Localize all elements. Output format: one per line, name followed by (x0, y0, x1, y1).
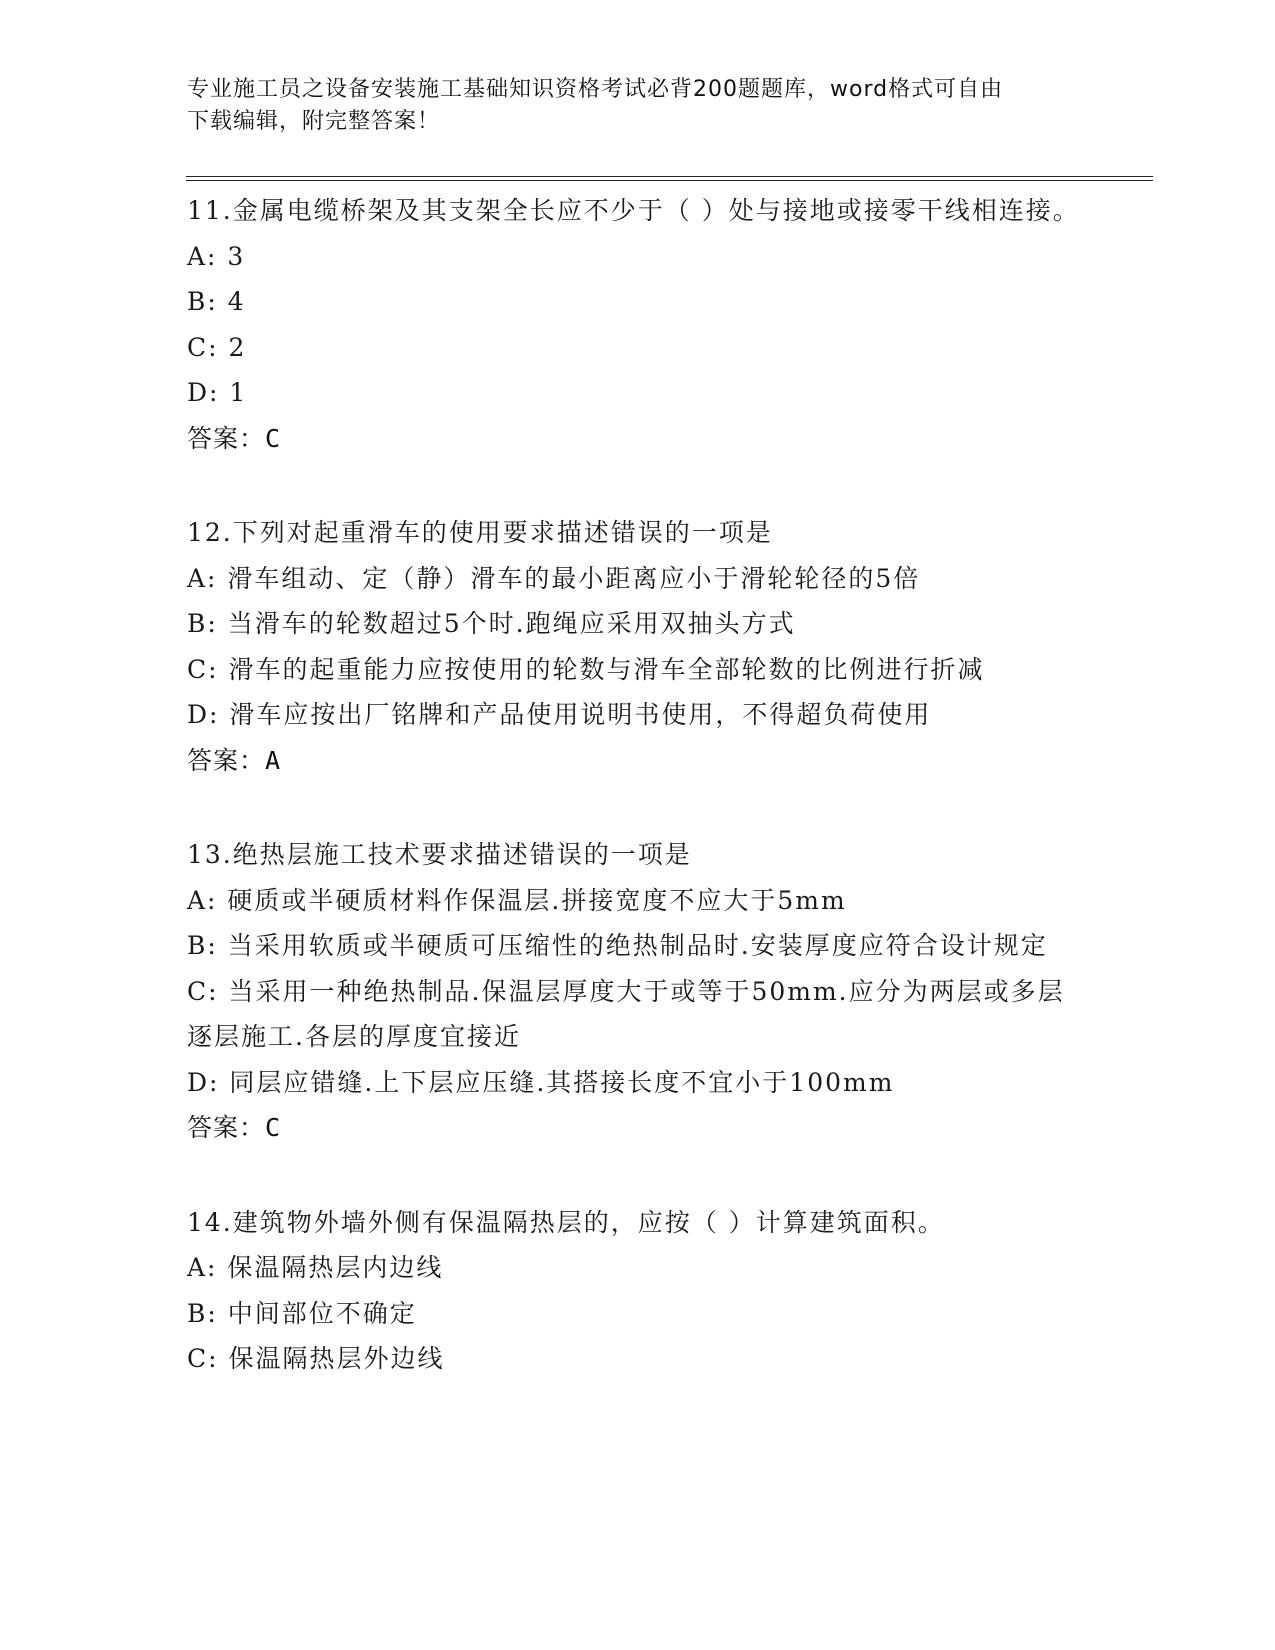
answer-label: 答案： (187, 423, 266, 453)
header-line-2: 下载编辑，附完整答案！ (187, 109, 441, 134)
option-b: B: 当采用软质或半硬质可压缩性的绝热制品时.安装厚度应符合设计规定 (187, 931, 1048, 960)
question-stem: 13.绝热层施工技术要求描述错误的一项是 (187, 840, 692, 869)
option-a: A: 保温隔热层内边线 (187, 1253, 444, 1282)
question-stem: 12.下列对起重滑车的使用要求描述错误的一项是 (187, 518, 773, 547)
question-stem: 11.金属电缆桥架及其支架全长应不少于（ ）处与接地或接零干线相连接。 (187, 196, 1080, 225)
answer-line (187, 416, 1087, 462)
answer-value: C (265, 1113, 282, 1142)
option-c: C: 滑车的起重能力应按使用的轮数与滑车全部轮数的比例进行折减 (187, 654, 985, 684)
answer-line (187, 738, 1087, 784)
header-divider-top (186, 176, 1153, 177)
option-c: C: 当采用一种绝热制品.保温层厚度大于或等于50mm.应分为两层或多层逐层施工.各层的厚度宜接近 (187, 976, 1065, 1051)
option-c: C: 2 (187, 332, 247, 362)
question-stem: 14.建筑物外墙外侧有保温隔热层的，应按（ ）计算建筑面积。 (187, 1207, 945, 1237)
option-d: D: 滑车应按出厂铭牌和产品使用说明书使用，不得超负荷使用 (187, 700, 932, 729)
option-b: B: 4 (187, 287, 246, 316)
question-11 (187, 188, 1087, 461)
answer-label: 答案： (187, 1113, 266, 1142)
question-12 (187, 510, 1087, 783)
answer-label: 答案： (187, 745, 266, 775)
option-c: C: 保温隔热层外边线 (187, 1344, 445, 1373)
option-a: A: 3 (187, 241, 246, 271)
document-header (187, 74, 1067, 138)
option-b: B: 中间部位不确定 (187, 1298, 417, 1328)
answer-value: A (265, 745, 282, 775)
option-a: A: 硬质或半硬质材料作保温层.拼接宽度不应大于5mm (187, 885, 847, 915)
option-d: D: 同层应错缝.上下层应压缝.其搭接长度不宜小于100mm (187, 1067, 895, 1097)
question-list (187, 188, 1087, 1382)
header-divider-bottom (186, 180, 1153, 181)
header-line-1: 专业施工员之设备安装施工基础知识资格考试必背200题题库，word格式可自由 (187, 77, 1004, 102)
option-d: D: 1 (187, 378, 248, 407)
question-13 (187, 832, 1087, 1151)
option-b: B: 当滑车的轮数超过5个时.跑绳应采用双抽头方式 (187, 609, 796, 638)
question-14 (187, 1200, 1087, 1382)
answer-value: C (265, 423, 282, 453)
option-a: A: 滑车组动、定（静）滑车的最小距离应小于滑轮轮径的5倍 (187, 563, 921, 593)
answer-line (187, 1105, 1087, 1151)
